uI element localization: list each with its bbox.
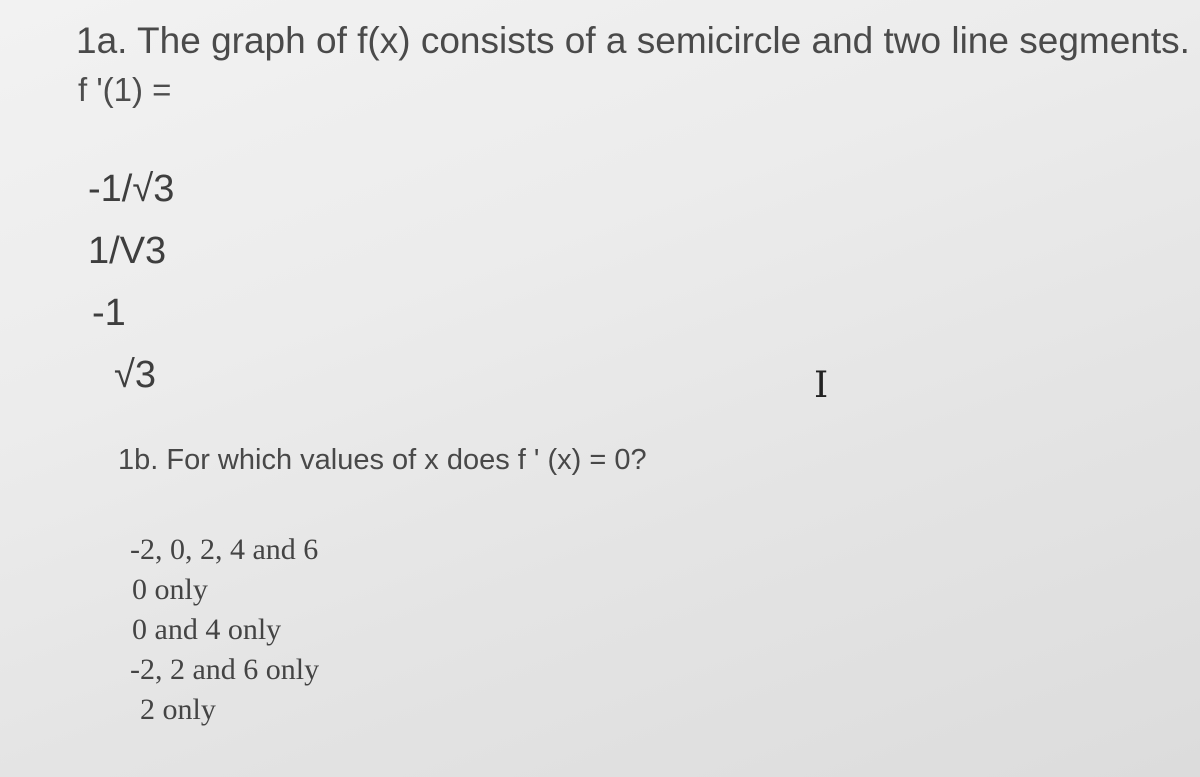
answer-option[interactable]: 1/V3 xyxy=(88,230,167,272)
text-cursor-icon: I xyxy=(814,365,829,406)
answer-option[interactable]: 0 only xyxy=(132,573,208,606)
answer-option[interactable]: √3 xyxy=(114,354,156,396)
question-1b-prompt: 1b. For which values of x does f ' (x) = 0? xyxy=(118,444,647,476)
answer-option[interactable]: -2, 2 and 6 only xyxy=(130,653,320,686)
question-1a-options xyxy=(88,158,174,406)
answer-option[interactable]: -2, 0, 2, 4 and 6 xyxy=(130,533,319,566)
answer-option[interactable]: -1 xyxy=(92,292,126,334)
answer-option[interactable]: 0 and 4 only xyxy=(132,613,282,646)
question-1a-expression: f '(1) = xyxy=(78,71,172,108)
question-1b-options xyxy=(130,530,319,730)
answer-option[interactable]: 2 only xyxy=(140,693,216,726)
answer-option[interactable]: -1/√3 xyxy=(88,168,175,210)
question-1a-prompt: 1a. The graph of f(x) consists of a semicircle and two line segments. xyxy=(76,20,1190,61)
